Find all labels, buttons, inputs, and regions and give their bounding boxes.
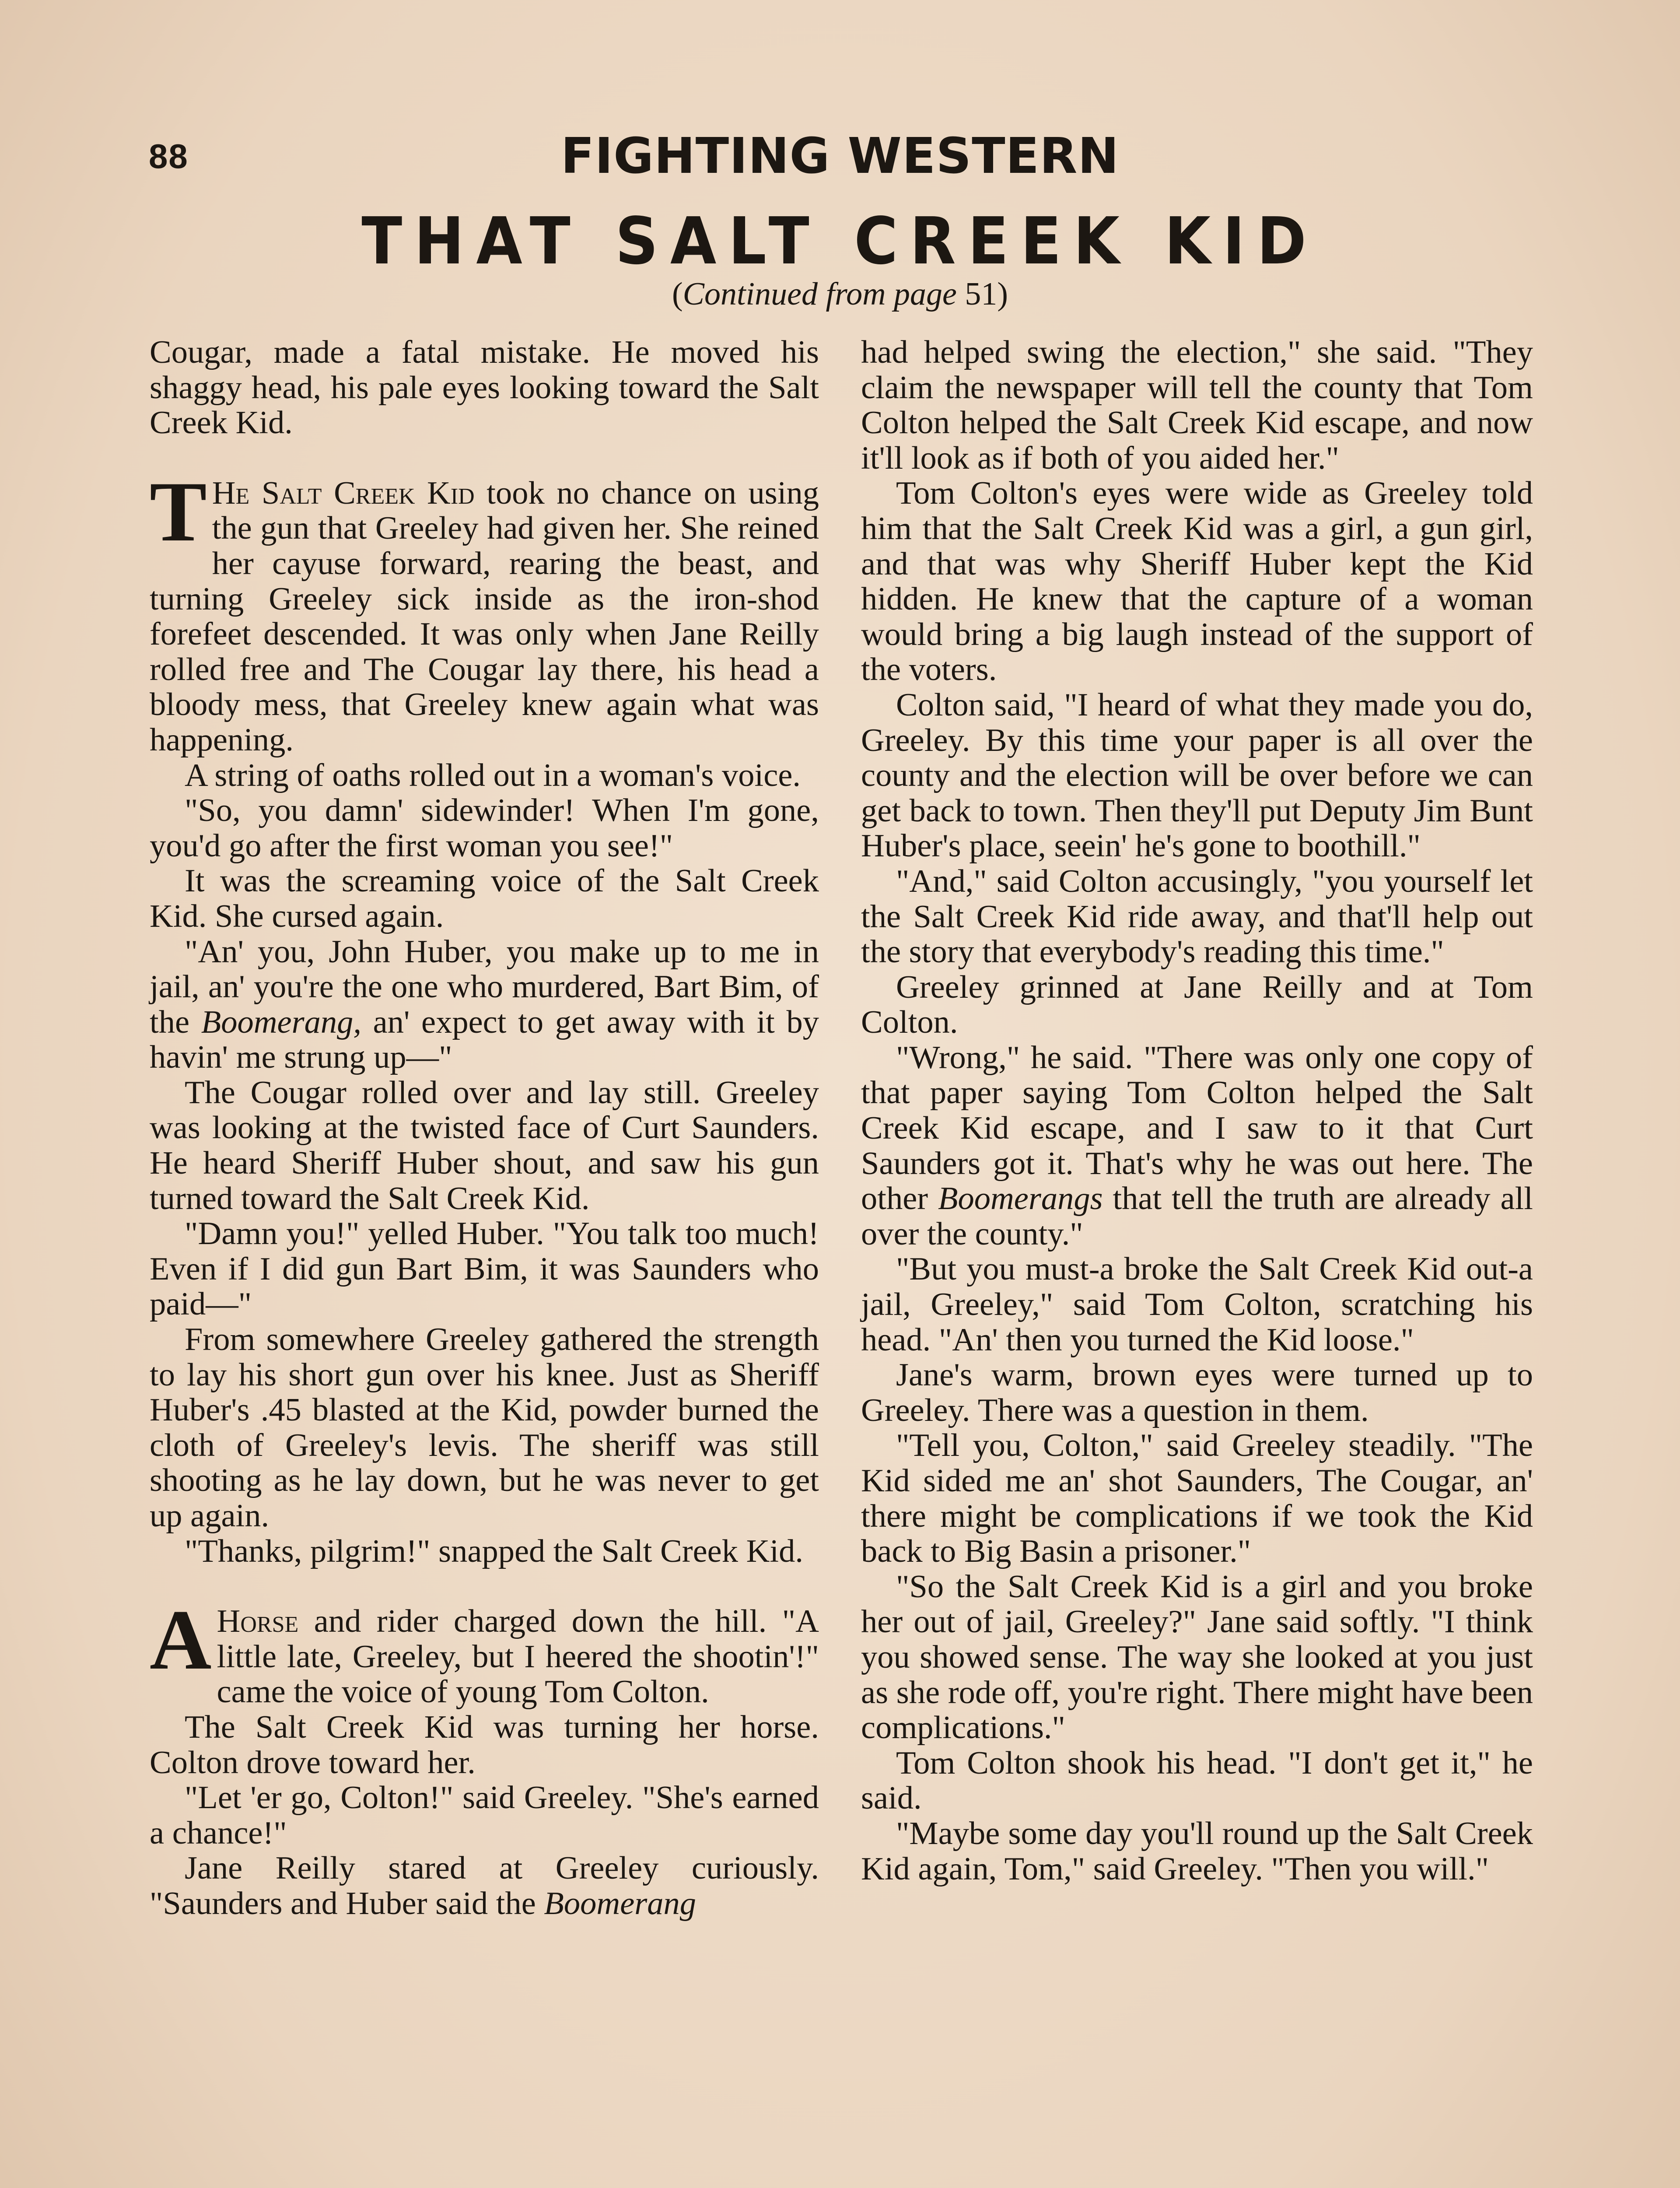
paragraph-text: that tell the truth are already all over the county.": [861, 1181, 1533, 1252]
paragraph: Cougar, made a fatal mistake. He moved his shaggy head, his pale eyes looking toward the Salt Creek Kid.: [150, 334, 819, 441]
drop-cap: T: [150, 464, 207, 559]
right-column: [861, 335, 1533, 1886]
italic-text: Boomerangs: [938, 1181, 1103, 1217]
paragraph: Tom Colton shook his head. "I don't get it," he said.: [861, 1745, 1533, 1816]
small-caps-lead: He Salt Creek Kid: [212, 475, 475, 511]
drop-cap: A: [150, 1592, 212, 1688]
paragraph: "Maybe some day you'll round up the Salt Creek Kid again, Tom," said Greeley. "Then you will.": [861, 1815, 1533, 1887]
paragraph-text: took no chance on using the gun that Greeley had given her. She reined her cayuse forward, rearing the beast, and turning Greeley sick inside as the iron-shod forefeet descended. It was only when Jane Reilly rolled free and The Cougar lay there, his head a bloody mess, that Greeley knew again what was happening.: [150, 475, 819, 758]
paragraph-text: "Wrong," he said. "There was only one copy of that paper saying Tom Colton helped the Salt Creek Kid escape, and I saw to it that Curt Saunders got it. That's why he was out here. The other: [861, 1039, 1533, 1217]
story-title: THAT SALT CREEK KID: [361, 203, 1319, 279]
paragraph: Jane's warm, brown eyes were turned up to Greeley. There was a question in them.: [861, 1357, 1533, 1428]
paragraph: The Cougar rolled over and lay still. Greeley was looking at the twisted face of Curt Saunders. He heard Sheriff Huber shout, and saw his gun turned toward the Salt Creek Kid.: [150, 1074, 819, 1217]
continued-page: 51: [965, 276, 998, 312]
paragraph: "So, you damn' sidewinder! When I'm gone, you'd go after the first woman you see!": [150, 792, 819, 864]
paragraph: "Let 'er go, Colton!" said Greeley. "She's earned a chance!": [150, 1780, 819, 1851]
continued-line: (Continued from page 51): [672, 276, 1008, 312]
paragraph: Tom Colton's eyes were wide as Greeley told him that the Salt Creek Kid was a girl, a gun girl, and that was why Sheriff Huber kept the Kid hidden. He knew that the capture of a woman would bring a big laugh instead of the support of the voters.: [861, 475, 1533, 688]
paragraph: "And," said Colton accusingly, "you yourself let the Salt Creek Kid ride away, and that'll help out the story that everybody's reading this time.": [861, 863, 1533, 970]
italic-text: Boomerang: [544, 1885, 696, 1922]
italic-text: Boomerang,: [201, 1004, 361, 1040]
paragraph: had helped swing the election," she said. "They claim the newspaper will tell the county that Tom Colton helped the Salt Creek Kid escape, and now it'll look as if both of you aided her.": [861, 334, 1533, 476]
paragraph: "Tell you, Colton," said Greeley steadily. "The Kid sided me an' shot Saunders, The Cougar, an' there might be complications if we took the Kid back to Big Basin a prisoner.": [861, 1427, 1533, 1570]
paragraph: "Thanks, pilgrim!" snapped the Salt Creek Kid.: [185, 1533, 803, 1569]
paragraph: "But you must-a broke the Salt Creek Kid out-a jail, Greeley," said Tom Colton, scratching his head. "An' then you turned the Kid loose.": [861, 1251, 1533, 1358]
paragraph: [150, 1851, 819, 1921]
small-caps-lead: Horse: [217, 1603, 299, 1640]
page-header: [149, 128, 1531, 189]
paragraph: [150, 1592, 819, 1710]
paragraph: [150, 934, 819, 1075]
paragraph: The Salt Creek Kid was turning her horse. Colton drove toward her.: [150, 1709, 819, 1781]
paragraph: "Damn you!" yelled Huber. "You talk too much! Even if I did gun Bart Bim, it was Saunders who paid—": [150, 1216, 819, 1322]
paragraph: Greeley grinned at Jane Reilly and at Tom Colton.: [861, 969, 1533, 1041]
paragraph: [861, 1040, 1533, 1252]
left-column: [150, 335, 819, 1922]
page-number: 88: [149, 137, 189, 175]
paragraph: A string of oaths rolled out in a woman's voice.: [185, 757, 801, 793]
paragraph: From somewhere Greeley gathered the strength to lay his short gun over his knee. Just as Sheriff Huber's .45 blasted at the Kid, powder burned the cloth of Greeley's levis. The sheriff was still shooting as he lay down, but he was never to get up again.: [150, 1322, 819, 1534]
paragraph: "So the Salt Creek Kid is a girl and you broke her out of jail, Greeley?" Jane said softly. "I think you showed sense. The way she looked at you just as she rode off, you're right. There might have been complications.": [861, 1568, 1533, 1746]
magazine-title: FIGHTING WESTERN: [560, 128, 1120, 185]
paragraph-text: "An' you, John Huber, you make up to me in jail, an' you're the one who murdered, Bart Bim, of the: [150, 933, 819, 1040]
paragraph: [150, 464, 819, 758]
paragraph-text: Jane Reilly stared at Greeley curiously. "Saunders and Huber said the: [150, 1850, 819, 1922]
continued-prefix: Continued from page: [682, 276, 957, 312]
paragraph: It was the screaming voice of the Salt Creek Kid. She cursed again.: [150, 863, 819, 934]
paragraph-text: and rider charged down the hill. "A little late, Greeley, but I heered the shootin'!" came the voice of young Tom Colton.: [217, 1603, 819, 1710]
paragraph: Colton said, "I heard of what they made you do, Greeley. By this time your paper is all over the county and the election will be over before we can get back to town. Then they'll put Deputy Jim Bunt Huber's place, seein' he's gone to boothill.": [861, 687, 1533, 864]
paragraph-text: an' expect to get away with it by havin' me strung up—": [150, 1004, 819, 1076]
